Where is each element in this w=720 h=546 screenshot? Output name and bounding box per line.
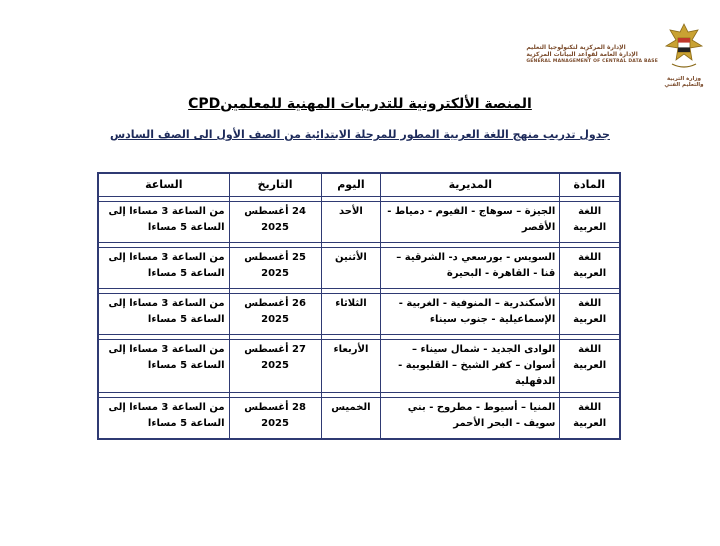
cell-time: من الساعة 3 مساءا إلى الساعة 5 مساءا — [98, 202, 229, 243]
table-row — [98, 202, 620, 243]
table-row — [98, 340, 620, 393]
org-line-en: GENERAL MANAGEMENT OF CENTRAL DATA BASE — [526, 58, 658, 64]
header-date: التاريخ — [229, 173, 321, 197]
emblem-caption-line-2: والتعليم الفني — [664, 82, 704, 88]
org-line-1: الإدارة المركزية لتكنولوجيا التعليم — [526, 43, 626, 51]
cell-time: من الساعة 3 مساءا إلى الساعة 5 مساءا — [98, 294, 229, 335]
cell-directorate: السويس - بورسعي د- الشرقية – قنا - القاهرة - البحيرة — [381, 248, 560, 289]
org-name — [526, 44, 658, 65]
header-directorate: المديرية — [381, 173, 560, 197]
cell-subject: اللغة العربية — [560, 248, 620, 289]
cell-directorate: الجيزة – سوهاج - الفيوم - دمياط - الأقصر — [381, 202, 560, 243]
cell-subject: اللغة العربية — [560, 202, 620, 243]
cell-date: 28 أغسطس 2025 — [229, 398, 321, 440]
cell-date: 25 أغسطس 2025 — [229, 248, 321, 289]
cell-directorate: الأسكندرية – المنوفية - الغربية - الإسماعيلية - جنوب سيناء — [381, 294, 560, 335]
cell-day: الأربعاء — [321, 340, 381, 393]
emblem-caption-line-1: وزارة التربية — [666, 76, 702, 82]
emblem-block — [662, 20, 706, 88]
cell-time: من الساعة 3 مساءا إلى الساعة 5 مساءا — [98, 398, 229, 440]
table-row — [98, 294, 620, 335]
header-logo — [526, 20, 706, 88]
emblem-caption — [664, 76, 703, 88]
cell-subject: اللغة العربية — [560, 294, 620, 335]
table-header-row — [98, 173, 620, 197]
table-row — [98, 398, 620, 440]
cell-directorate: المنيا – أسيوط - مطروح - بني سويف - البحر الأحمر — [381, 398, 560, 440]
cell-day: الأحد — [321, 202, 381, 243]
header-subject: المادة — [560, 173, 620, 197]
cell-directorate: الوادى الجديد - شمال سيناء – أسوان – كفر الشيخ – القليوبية - الدقهلية — [381, 340, 560, 393]
cell-time: من الساعة 3 مساءا إلى الساعة 5 مساءا — [98, 248, 229, 289]
header-day: اليوم — [321, 173, 381, 197]
cell-subject: اللغة العربية — [560, 398, 620, 440]
cell-day: الخميس — [321, 398, 381, 440]
eagle-emblem-icon — [662, 20, 706, 76]
page-subtitle: جدول تدريب منهج اللغة العربية المطور للمرحلة الابتدائية من الصف الأول الى الصف السادس — [109, 128, 610, 141]
org-line-2: الإدارة العامة لقواعد البيانات المركزية — [526, 50, 638, 58]
cell-date: 24 أغسطس 2025 — [229, 202, 321, 243]
cell-date: 27 أغسطس 2025 — [229, 340, 321, 393]
cell-time: من الساعة 3 مساءا إلى الساعة 5 مساءا — [98, 340, 229, 393]
header-time: الساعة — [98, 173, 229, 197]
schedule-table — [97, 172, 621, 440]
cell-day: الثلاثاء — [321, 294, 381, 335]
page-title: المنصة الألكترونية للتدريبات المهنية للمعلمينCPD — [188, 96, 532, 112]
cell-subject: اللغة العربية — [560, 340, 620, 393]
cell-day: الأثنين — [321, 248, 381, 289]
cell-date: 26 أغسطس 2025 — [229, 294, 321, 335]
table-row — [98, 248, 620, 289]
